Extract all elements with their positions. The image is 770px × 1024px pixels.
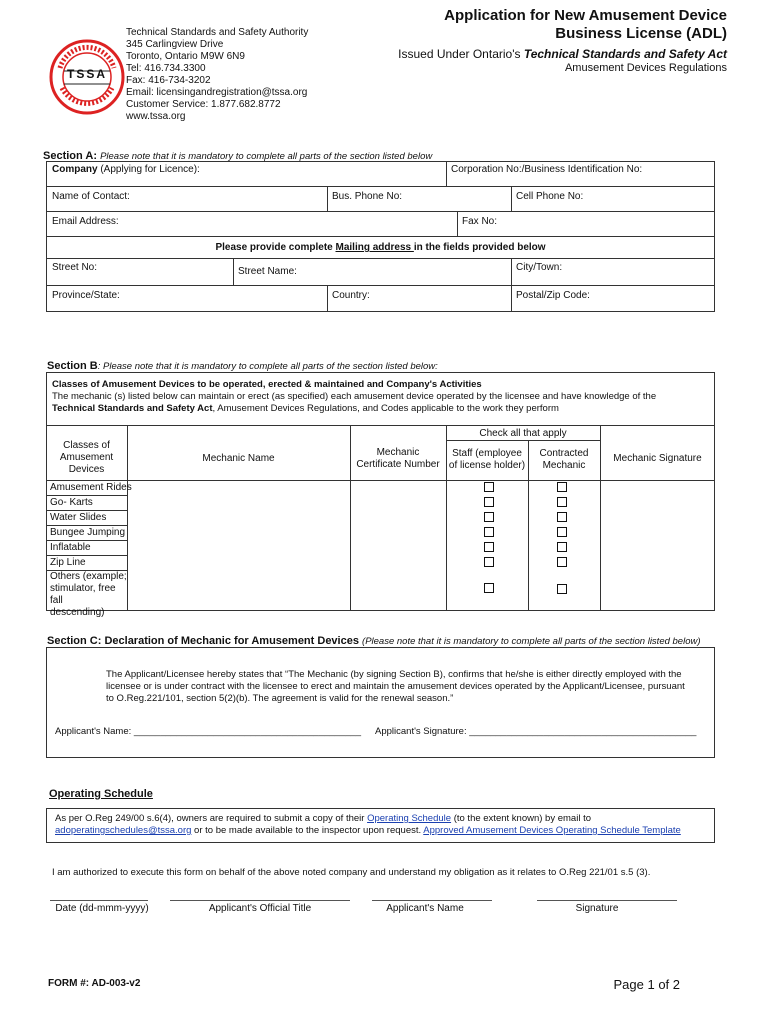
contracted-checkbox[interactable] bbox=[557, 482, 567, 492]
signature-line[interactable] bbox=[537, 900, 677, 901]
signature-label: Signature bbox=[575, 903, 619, 914]
declaration-text bbox=[106, 669, 706, 705]
province-field[interactable]: Province/State: bbox=[52, 290, 120, 301]
staff-checkbox[interactable] bbox=[484, 497, 494, 507]
postal-code-field[interactable]: Postal/Zip Code: bbox=[516, 290, 590, 301]
act-name: Technical Standards and Safety Act bbox=[52, 403, 213, 414]
classes-title: Classes of Amusement Devices to be operated, erected & maintained and Company's Activities bbox=[52, 379, 482, 390]
classes-line3 bbox=[52, 403, 712, 415]
company-label: Company bbox=[52, 164, 98, 175]
authorization-statement: I am authorized to execute this form on behalf of the above noted company and understand my obligation as it relates to O.Reg 221/01 s.5 (3). bbox=[52, 867, 651, 878]
org-email: Email: licensingandregistration@tssa.org bbox=[126, 87, 308, 98]
operating-schedule-heading: Operating Schedule bbox=[49, 788, 153, 800]
col-cert-header bbox=[350, 447, 446, 471]
date-line[interactable] bbox=[50, 900, 148, 901]
device-row-amusement-rides: Amusement Rides bbox=[50, 482, 132, 493]
op-line1-suffix: (to the extent known) by email to bbox=[451, 813, 591, 824]
col-mechanic-name-header: Mechanic Name bbox=[202, 453, 275, 464]
col-staff-l2: of license holder) bbox=[448, 460, 526, 471]
email-field[interactable]: Email Address: bbox=[52, 216, 119, 227]
section-a-note: Please note that it is mandatory to complete all parts of the section listed below bbox=[100, 151, 433, 162]
company-field[interactable] bbox=[52, 164, 200, 176]
col-staff-l1: Staff (employee bbox=[452, 448, 522, 459]
bus-phone-field[interactable]: Bus. Phone No: bbox=[332, 191, 403, 202]
form-title-line2: Business License (ADL) bbox=[555, 25, 727, 42]
col-contracted-header bbox=[528, 448, 600, 472]
others-l2: stimulator, free fall bbox=[50, 583, 116, 606]
section-c-note: (Please note that it is mandatory to complete all parts of the section listed below) bbox=[362, 636, 701, 647]
operating-schedule-link[interactable]: Operating Schedule bbox=[367, 813, 452, 824]
city-field[interactable]: City/Town: bbox=[516, 262, 563, 273]
declaration-l1: The Applicant/Licensee hereby states that “The Mechanic (by signing Section B), confirms that he/she is either directly employed with the bbox=[106, 669, 682, 680]
section-b-note: : Please note that it is mandatory to complete all parts of the section listed below: bbox=[97, 361, 438, 372]
org-name: Technical Standards and Safety Authority bbox=[126, 27, 309, 38]
applicant-name-field[interactable]: Applicant's Name: ___________________________________________ bbox=[55, 726, 362, 737]
op-line2-mid: or to be made available to the inspector upon request. bbox=[191, 825, 424, 836]
section-b-label: Section B bbox=[47, 360, 98, 372]
org-website: www.tssa.org bbox=[126, 111, 186, 122]
org-city: Toronto, Ontario M9W 6N9 bbox=[126, 51, 245, 62]
form-title-line1: Application for New Amusement Device bbox=[444, 7, 727, 24]
fax-field[interactable]: Fax No: bbox=[462, 216, 498, 227]
col-contracted-l2: Mechanic bbox=[542, 460, 586, 471]
issued-act: Technical Standards and Safety Act bbox=[523, 47, 727, 61]
date-label: Date (dd-mmm-yyyy) bbox=[55, 903, 149, 914]
device-row-others bbox=[50, 571, 128, 619]
col-classes-l3: Devices bbox=[68, 464, 105, 475]
corporation-number-field[interactable]: Corporation No:/Business Identification No: bbox=[451, 164, 643, 175]
staff-checkbox[interactable] bbox=[484, 527, 494, 537]
regulations-name: Amusement Devices Regulations bbox=[564, 62, 727, 74]
country-field[interactable]: Country: bbox=[332, 290, 370, 301]
applicant-signature-field[interactable]: Applicant's Signature: ___________________________________________ bbox=[375, 726, 697, 737]
contracted-checkbox[interactable] bbox=[557, 512, 567, 522]
title-line[interactable] bbox=[170, 900, 350, 901]
form-number: FORM #: AD-003-v2 bbox=[48, 978, 141, 989]
org-customer-service: Customer Service: 1.877.682.8772 bbox=[126, 99, 281, 110]
company-note: (Applying for Licence): bbox=[100, 164, 200, 175]
col-signature-header: Mechanic Signature bbox=[613, 453, 702, 464]
device-row-go-karts: Go- Karts bbox=[50, 497, 93, 508]
col-contracted-l1: Contracted bbox=[539, 448, 589, 459]
col-classes-l1: Classes of bbox=[63, 440, 110, 451]
staff-checkbox[interactable] bbox=[484, 512, 494, 522]
name-line[interactable] bbox=[372, 900, 492, 901]
street-number-field[interactable]: Street No: bbox=[52, 262, 98, 273]
device-row-inflatable: Inflatable bbox=[50, 542, 91, 553]
classes-line3-rest: , Amusement Devices Regulations, and Codes applicable to the work they perform bbox=[212, 403, 559, 414]
street-name-field[interactable]: Street Name: bbox=[238, 266, 297, 277]
contracted-checkbox[interactable] bbox=[557, 497, 567, 507]
contracted-checkbox[interactable] bbox=[557, 584, 567, 594]
section-a-label: Section A: bbox=[43, 150, 97, 162]
others-l1: Others (example; bbox=[50, 571, 127, 582]
op-line1-prefix: As per O.Reg 249/00 s.6(4), owners are required to submit a copy of their bbox=[55, 813, 368, 824]
device-row-water-slides: Water Slides bbox=[50, 512, 107, 523]
org-fax: Fax: 416-734-3202 bbox=[126, 75, 211, 86]
logo-text: TSSA bbox=[66, 67, 107, 81]
col-cert-l2: Certificate Number bbox=[356, 459, 440, 470]
contracted-checkbox[interactable] bbox=[557, 557, 567, 567]
mailing-word: Mailing address bbox=[335, 242, 414, 253]
org-contact-block bbox=[126, 27, 366, 123]
operating-schedule-text bbox=[55, 813, 711, 837]
col-classes-header bbox=[46, 440, 127, 476]
staff-checkbox[interactable] bbox=[484, 482, 494, 492]
declaration-l2: licensee or is under contract with the licensee to erect and maintain the amusement devices operated by the Applicant/Licensee, pursuant bbox=[106, 681, 685, 692]
section-c-title: : Declaration of Mechanic for Amusement Devices bbox=[97, 635, 359, 647]
mailing-suffix: in the fields provided below bbox=[413, 242, 546, 253]
col-cert-l1: Mechanic bbox=[376, 447, 420, 458]
declaration-l3: to O.Reg.221/101, section 5(2)(b). The agreement is valid for the renewal season.” bbox=[106, 693, 454, 704]
col-classes-l2: Amusement bbox=[59, 452, 114, 463]
org-address: 345 Carlingview Drive bbox=[126, 39, 224, 50]
staff-checkbox[interactable] bbox=[484, 542, 494, 552]
contact-name-field[interactable]: Name of Contact: bbox=[52, 191, 130, 202]
col-check-all-header: Check all that apply bbox=[479, 428, 567, 439]
org-tel: Tel: 416.734.3300 bbox=[126, 63, 206, 74]
section-c-label: Section C bbox=[47, 635, 98, 647]
contracted-checkbox[interactable] bbox=[557, 542, 567, 552]
mailing-address-instruction bbox=[46, 242, 715, 254]
col-staff-header bbox=[446, 448, 528, 472]
official-title-label: Applicant's Official Title bbox=[208, 903, 312, 914]
applicant-name-label: Applicant's Name bbox=[386, 903, 464, 914]
staff-checkbox[interactable] bbox=[484, 583, 494, 593]
issued-under bbox=[398, 47, 727, 61]
others-l3: descending) bbox=[50, 607, 105, 618]
issued-prefix: Issued Under Ontario's bbox=[398, 47, 524, 61]
device-row-zip-line: Zip Line bbox=[50, 557, 86, 568]
page-number: Page 1 of 2 bbox=[613, 977, 680, 992]
section-b-intro bbox=[52, 379, 712, 415]
operating-schedule-template-link[interactable]: Approved Amusement Devices Operating Schedule Template bbox=[423, 825, 681, 836]
device-row-bungee-jumping: Bungee Jumping bbox=[50, 527, 126, 538]
classes-line2: The mechanic (s) listed below can maintain or erect (as specified) each amusement device operated by the licensee and have knowledge of the bbox=[52, 391, 657, 402]
staff-checkbox[interactable] bbox=[484, 557, 494, 567]
cell-phone-field[interactable]: Cell Phone No: bbox=[516, 191, 584, 202]
mailing-prefix: Please provide complete bbox=[215, 242, 336, 253]
adoperatingschedules-email-link[interactable]: adoperatingschedules@tssa.org bbox=[55, 825, 192, 836]
contracted-checkbox[interactable] bbox=[557, 527, 567, 537]
